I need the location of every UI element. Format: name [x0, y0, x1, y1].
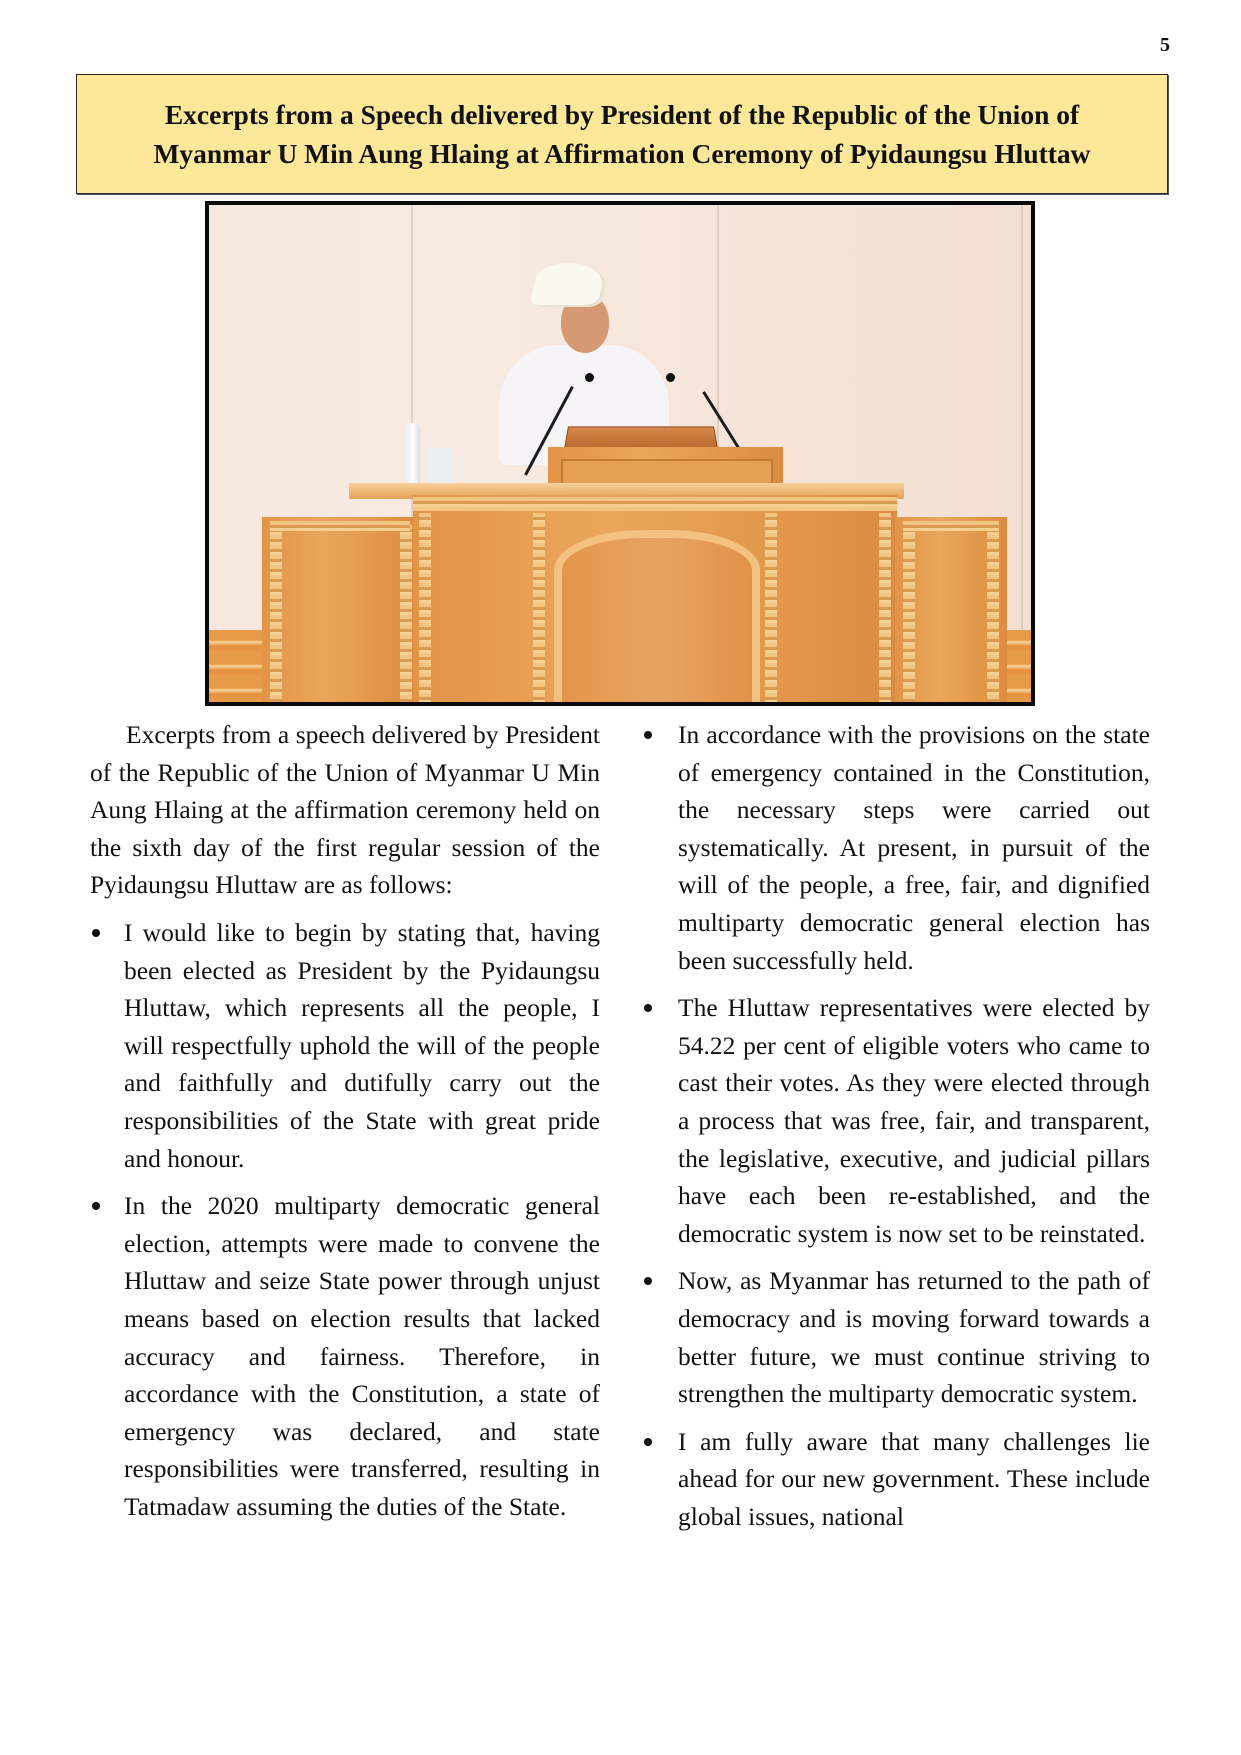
microphone-left-head	[585, 373, 594, 382]
carving	[533, 513, 545, 706]
microphone-right-head	[666, 373, 675, 382]
podium-left-wing	[262, 517, 414, 706]
carving	[987, 525, 999, 706]
carving	[419, 513, 431, 706]
carving	[413, 497, 897, 511]
carving	[400, 525, 412, 706]
bullet-icon	[92, 929, 100, 937]
list-item	[645, 1423, 1150, 1536]
list-item-text: In accordance with the provisions on the state of emergency contained in the Constitution, the necessary steps were carried out systematically. At present, in pursuit of the will of the people, a free, fair, and dignified multiparty democratic general election has been successfully held.	[678, 720, 1150, 975]
article-title	[153, 95, 1090, 173]
title-banner	[76, 74, 1168, 194]
intro-paragraph: Excerpts from a speech delivered by President of the Republic of the Union of Myanmar U Min Aung Hlaing at the affirmation ceremony held on the sixth day of the first regular session of the Pyidaungsu Hluttaw are as follows:	[90, 720, 600, 900]
list-item	[90, 914, 600, 1177]
left-column	[90, 716, 600, 1535]
podium-right-wing	[895, 517, 1007, 706]
right-column	[645, 716, 1150, 1545]
bullet-icon	[644, 1438, 652, 1446]
headdress	[529, 263, 610, 307]
list-item-text: I am fully aware that many challenges lie ahead for our new government. These include global issues, national	[678, 1426, 1150, 1531]
list-item-text: In the 2020 multiparty democratic general election, attempts were made to convene the Hluttaw and seize State power through unjust means based on election results that lacked accuracy and fairness. Therefore, in accordance with the Constitution, a state of emergency was declared, and state responsibilities were transferred, resulting in Tatmadaw assuming the duties of the State.	[124, 1191, 600, 1521]
podium-carved-arch	[554, 530, 760, 706]
carving	[270, 525, 282, 706]
podium-screen	[564, 426, 718, 449]
wall-pillar-line	[1021, 205, 1023, 635]
list-item	[645, 716, 1150, 979]
bullet-icon	[644, 731, 652, 739]
list-item-text: I would like to begin by stating that, having been elected as President by the Pyidaungsu Hluttaw, which represents all the people, I will respectfully uphold the will of the people and faithfully and dutifully carry out the responsibilities of the State with great pride and honour.	[124, 917, 600, 1173]
title-line-2: Myanmar U Min Aung Hlaing at Affirmation Ceremony of Pyidaungsu Hluttaw	[153, 138, 1091, 169]
right-bullet-list	[645, 716, 1150, 1535]
list-item	[645, 1262, 1150, 1412]
list-item	[645, 989, 1150, 1252]
bullet-icon	[92, 1202, 100, 1210]
bullet-icon	[644, 1277, 652, 1285]
list-item-text: Now, as Myanmar has returned to the path of democracy and is moving forward towards a better future, we must continue striving to strengthen the multiparty democratic system.	[678, 1266, 1150, 1409]
carving	[270, 521, 410, 531]
carving	[903, 521, 999, 531]
page-number: 5	[1160, 34, 1170, 56]
title-line-1: Excerpts from a Speech delivered by President of the Republic of the Union of	[164, 99, 1080, 130]
speaker-photo	[205, 201, 1035, 706]
carving	[903, 525, 915, 706]
left-bullet-list	[90, 914, 600, 1526]
bullet-icon	[644, 1004, 652, 1012]
carving	[879, 513, 891, 706]
list-item-text: The Hluttaw representatives were elected by 54.22 per cent of eligible voters who came to cast their votes. As they were elected through a process that was free, fair, and transparent, the legislative, executive, and judicial pillars have each been re-established, and the democratic system is now set to be reinstated.	[678, 993, 1150, 1248]
list-item	[90, 1187, 600, 1525]
carving	[765, 513, 777, 706]
water-glass	[427, 448, 453, 484]
water-bottle	[406, 423, 420, 485]
